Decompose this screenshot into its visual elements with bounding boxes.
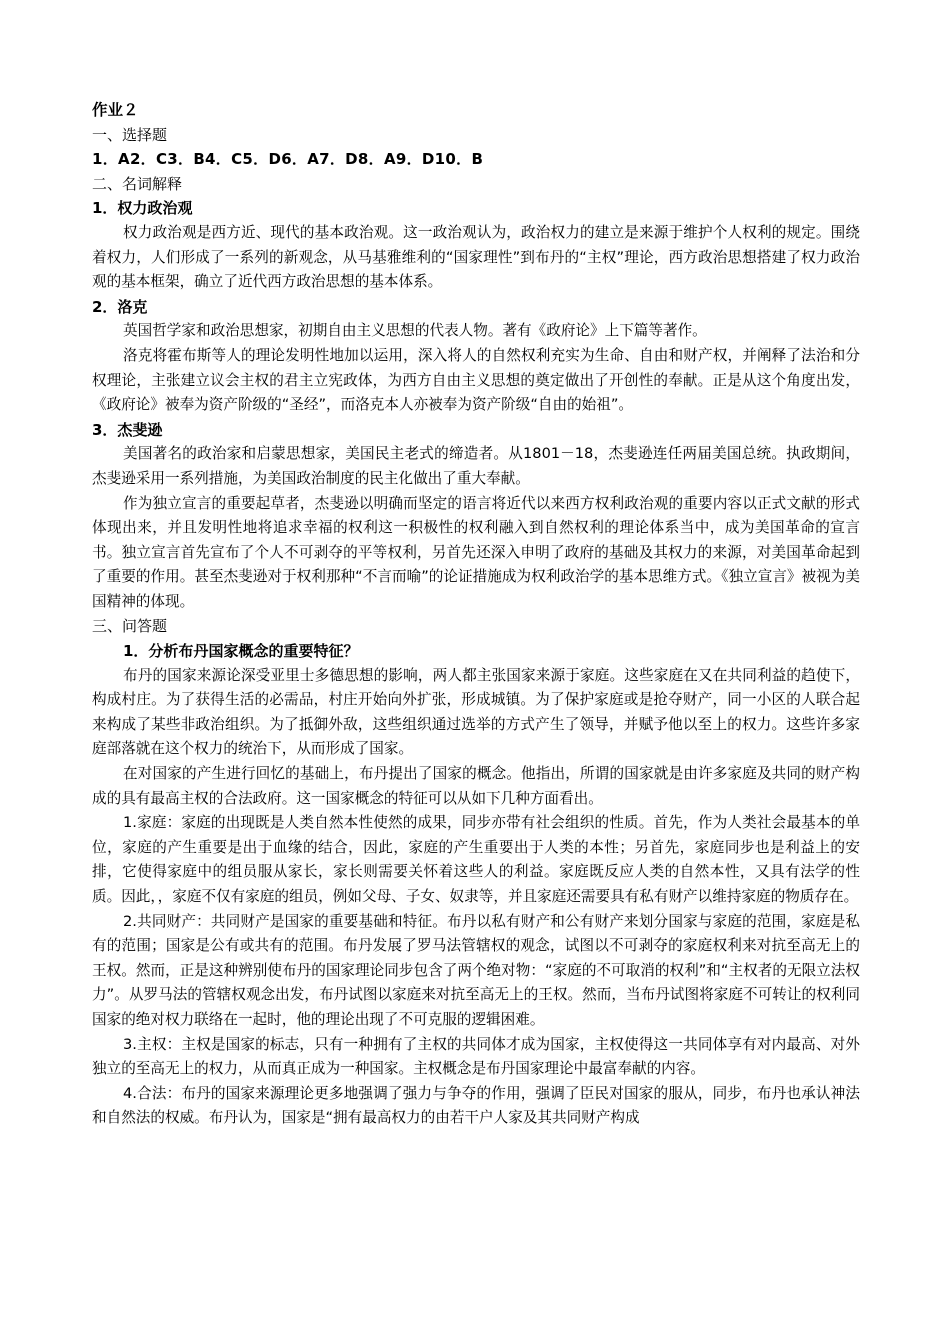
doc-title: 作业２ xyxy=(92,101,139,119)
answer-paragraph: 布丹的国家来源论深受亚里士多德思想的影响，两人都主张国家来源于家庭。这些家庭在又在共同利益的趋使下，构成村庄。为了获得生活的必需品，村庄开始向外扩张，形成城镇。为了保护家庭或是抢夺财产，同一小区的人联合起来构成了某些非政治组织。为了抵御外敌，这些组织通过选举的方式产生了领导，并赋予他以至上的权力。这些许多家庭部落就在这个权力的统治下，从而形成了国家。 xyxy=(92,666,860,758)
term-paragraph: 作为独立宣言的重要起草者，杰斐逊以明确而坚定的语言将近代以来西方权利政治观的重要内容以正式文献的形式体现出来，并且发明性地将追求幸福的权利这一积极性的权利融入到自然权利的理论体系当中，成为美国革命的宣言书。独立宣言首先宣布了个人不可剥夺的平等权利，另首先还深入申明了政府的基础及其权力的来源，对美国革命起到了重要的作用。甚至杰斐逊对于权利那种“不言而喻”的论证措施成为权利政治学的基本思维方式。《独立宣言》被视为美国精神的体现。 xyxy=(92,494,860,610)
term-paragraph: 洛克将霍布斯等人的理论发明性地加以运用，深入将人的自然权利充实为生命、自由和财产权，并阐释了法治和分权理论，主张建立议会主权的君主立宪政体，为西方自由主义思想的奠定做出了开创性的奉献。正是从这个角度出发，《政府论》被奉为资产阶级的“圣经”，而洛克本人亦被奉为资产阶级“自由的始祖”。 xyxy=(92,346,860,414)
section-heading-questions: 三、问答题 xyxy=(92,617,168,636)
term-heading-jefferson: 3．杰斐逊 xyxy=(92,420,163,439)
answer-paragraph: 在对国家的产生进行回忆的基础上，布丹提出了国家的概念。他指出，所谓的国家就是由许多家庭及共同的财产构成的具有最高主权的合法政府。这一国家概念的特征可以从如下几种方面看出。 xyxy=(92,765,860,807)
term-paragraph: 美国著名的政治家和启蒙思想家，美国民主老式的缔造者。从1801－18，杰斐逊连任两届美国总统。执政期间，杰斐逊采用一系列措施，为美国政治制度的民主化做出了重大奉献。 xyxy=(92,445,860,487)
answer-paragraph: 1.家庭：家庭的出现既是人类自然本性使然的成果，同步亦带有社会组织的性质。首先，作为人类社会最基本的单位，家庭的产生重要是出于血缘的结合，因此，家庭的产生重要出于人类的本性；另首先，家庭同步也是利益上的安排，它使得家庭中的组员服从家长，家长则需要关怀着这些人的利益。家庭既反应人类的自然本性，又具有法学的性质。因此，，家庭不仅有家庭的组员，例如父母、子女、奴隶等，并且家庭还需要具有私有财产以维持家庭的物质存在。 xyxy=(92,814,860,905)
answer-paragraph: 2.共同财产：共同财产是国家的重要基础和特征。布丹以私有财产和公有财产来划分国家与家庭的范围，家庭是私有的范围；国家是公有或共有的范围。布丹发展了罗马法管辖权的观念，试图以不可剥夺的家庭权利来对抗至高无上的王权。然而，正是这种辨别使布丹的国家理论同步包含了两个绝对物：“家庭的不可取消的权利”和“主权者的无限立法权力”。从罗马法的管辖权观念出发，布丹试图以家庭来对抗至高无上的王权。然而，当布丹试图将家庭不可转让的权利同国家的绝对权力联络在一起时，他的理论出现了不可克服的逻辑困难。 xyxy=(92,912,860,1028)
section-heading-choice: 一、选择题 xyxy=(92,125,168,144)
section-heading-terms: 二、名词解释 xyxy=(92,174,183,193)
answer-paragraph: 3.主权：主权是国家的标志，只有一种拥有了主权的共同体才成为国家，主权使得这一共同体享有对内最高、对外独立的至高无上的权力，从而真正成为一种国家。主权概念是布丹国家理论中最富奉献的内容。 xyxy=(92,1035,860,1078)
question-heading: 1．分析布丹国家概念的重要特征？ xyxy=(123,642,359,661)
term-heading-power-politics: 1．权力政治观 xyxy=(92,199,193,218)
term-paragraph: 英国哲学家和政治思想家，初期自由主义思想的代表人物。著有《政府论》上下篇等著作。 xyxy=(123,322,707,340)
term-paragraph: 权力政治观是西方近、现代的基本政治观。这一政治观认为，政治权力的建立是来源于维护个人权利的规定。围绕着权力，人们形成了一系列的新观念，从马基雅维利的“国家理性”到布丹的“主权”理论，西方政治思想搭建了权力政治观的基本框架，确立了近代西方政治思想的基本体系。 xyxy=(92,223,860,291)
choice-answers: 1．A2．C3．B4．C5．D6．A7．D8．A9．D10．B xyxy=(92,150,484,169)
answer-paragraph: 4.合法：布丹的国家来源理论更多地强调了强力与争夺的作用，强调了臣民对国家的服从，同步，布丹也承认神法和自然法的权威。布丹认为，国家是“拥有最高权力的由若干户人家及其共同财产构成 xyxy=(92,1084,860,1127)
term-heading-locke: 2．洛克 xyxy=(92,297,148,316)
